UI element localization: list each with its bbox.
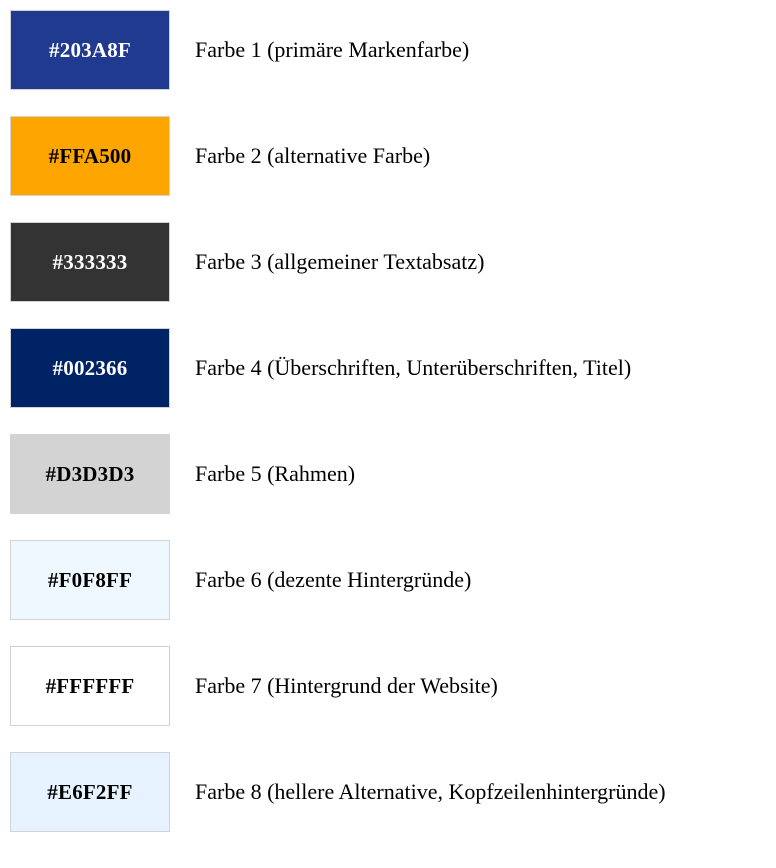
color-row	[10, 116, 776, 196]
color-description: Farbe 7 (Hintergrund der Website)	[195, 673, 498, 698]
color-description: Farbe 2 (alternative Farbe)	[195, 143, 431, 168]
color-row	[10, 540, 776, 620]
color-hex-value: #E6F2FF	[47, 779, 133, 804]
color-hex-value: #D3D3D3	[45, 461, 135, 486]
color-row	[10, 434, 776, 514]
color-swatch	[10, 434, 170, 514]
color-row	[10, 752, 776, 832]
color-hex-value: #333333	[52, 249, 128, 274]
color-description: Farbe 4 (Überschriften, Unterüberschriften, Titel)	[195, 355, 632, 380]
color-description: Farbe 1 (primäre Markenfarbe)	[195, 37, 470, 62]
color-swatch	[10, 540, 170, 620]
color-swatch	[10, 222, 170, 302]
color-row	[10, 328, 776, 408]
color-description: Farbe 8 (hellere Alternative, Kopfzeilenhintergründe)	[195, 779, 666, 804]
color-swatch	[10, 646, 170, 726]
color-hex-value: #203A8F	[49, 37, 131, 62]
color-row	[10, 646, 776, 726]
color-hex-value: #002366	[52, 355, 128, 380]
color-swatch	[10, 328, 170, 408]
color-swatch	[10, 10, 170, 90]
color-swatch	[10, 752, 170, 832]
color-hex-value: #FFA500	[48, 143, 132, 168]
color-swatch	[10, 116, 170, 196]
color-description: Farbe 6 (dezente Hintergründe)	[195, 567, 472, 592]
color-row	[10, 10, 776, 90]
color-description: Farbe 5 (Rahmen)	[195, 461, 356, 486]
color-hex-value: #F0F8FF	[47, 567, 133, 592]
color-hex-value: #FFFFFF	[45, 673, 135, 698]
color-description: Farbe 3 (allgemeiner Textabsatz)	[195, 249, 485, 274]
color-row	[10, 222, 776, 302]
